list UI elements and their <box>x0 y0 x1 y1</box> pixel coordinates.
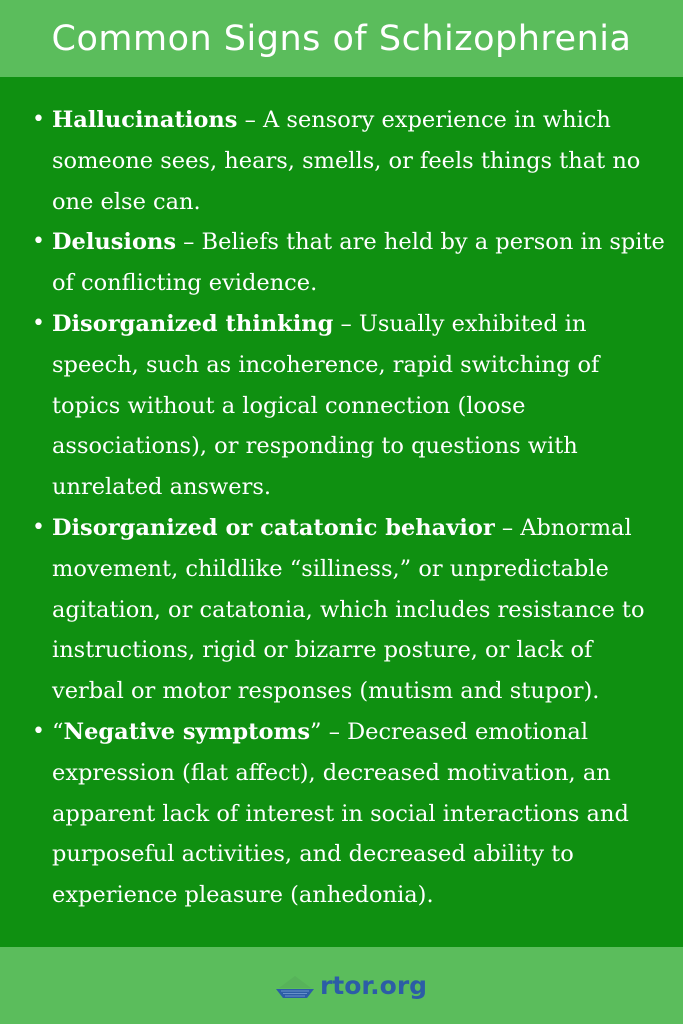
list-item <box>32 508 665 712</box>
sign-term: Disorganized thinking <box>52 310 334 337</box>
signs-list <box>0 77 683 916</box>
signs-panel <box>0 77 683 947</box>
footer-banner <box>0 947 683 1024</box>
sign-term: Disorganized or catatonic behavior <box>52 514 495 541</box>
bullet-icon: • <box>32 310 45 336</box>
bullet-icon: • <box>32 107 45 132</box>
list-item <box>32 100 665 222</box>
sign-description: – A sensory experience in which someone sees, hears, smells, or feels things that no one else can. <box>52 107 641 215</box>
sign-description: – Beliefs that are held by a person in spite of conflicting evidence. <box>52 229 665 297</box>
logo-text: rtor.org <box>319 971 428 1000</box>
sign-description: – Abnormal movement, childlike “silliness,” or unpredictable agitation, or catatonia, which includes resistance to instructions, rigid or bizarre posture, or lack of verbal or motor responses (mutism and stupor). <box>52 514 645 705</box>
sign-description: – Usually exhibited in speech, such as incoherence, rapid switching of topics without a logical connection (loose associations), or responding to questions with unrelated answers. <box>52 310 600 501</box>
term-suffix: ” <box>310 718 322 745</box>
sign-term: Negative symptoms <box>63 718 311 745</box>
page-title: Common Signs of Schizophrenia <box>51 18 632 59</box>
sign-description: – Decreased emotional expression (flat affect), decreased motivation, an apparent lack of interest in social interactions and purposeful activities, and decreased ability to experience pleasure (anhedonia). <box>52 718 629 909</box>
title-banner <box>0 0 683 77</box>
list-item <box>32 712 665 916</box>
list-item <box>32 304 665 508</box>
sign-term: Delusions <box>52 229 176 256</box>
rtor-logo <box>276 971 427 1000</box>
term-prefix: “ <box>52 718 64 745</box>
mountain-logo-icon <box>276 972 314 1000</box>
bullet-icon: • <box>32 718 45 744</box>
list-item <box>32 222 665 304</box>
bullet-icon: • <box>32 514 45 540</box>
sign-term: Hallucinations <box>52 107 238 133</box>
bullet-icon: • <box>32 229 45 255</box>
